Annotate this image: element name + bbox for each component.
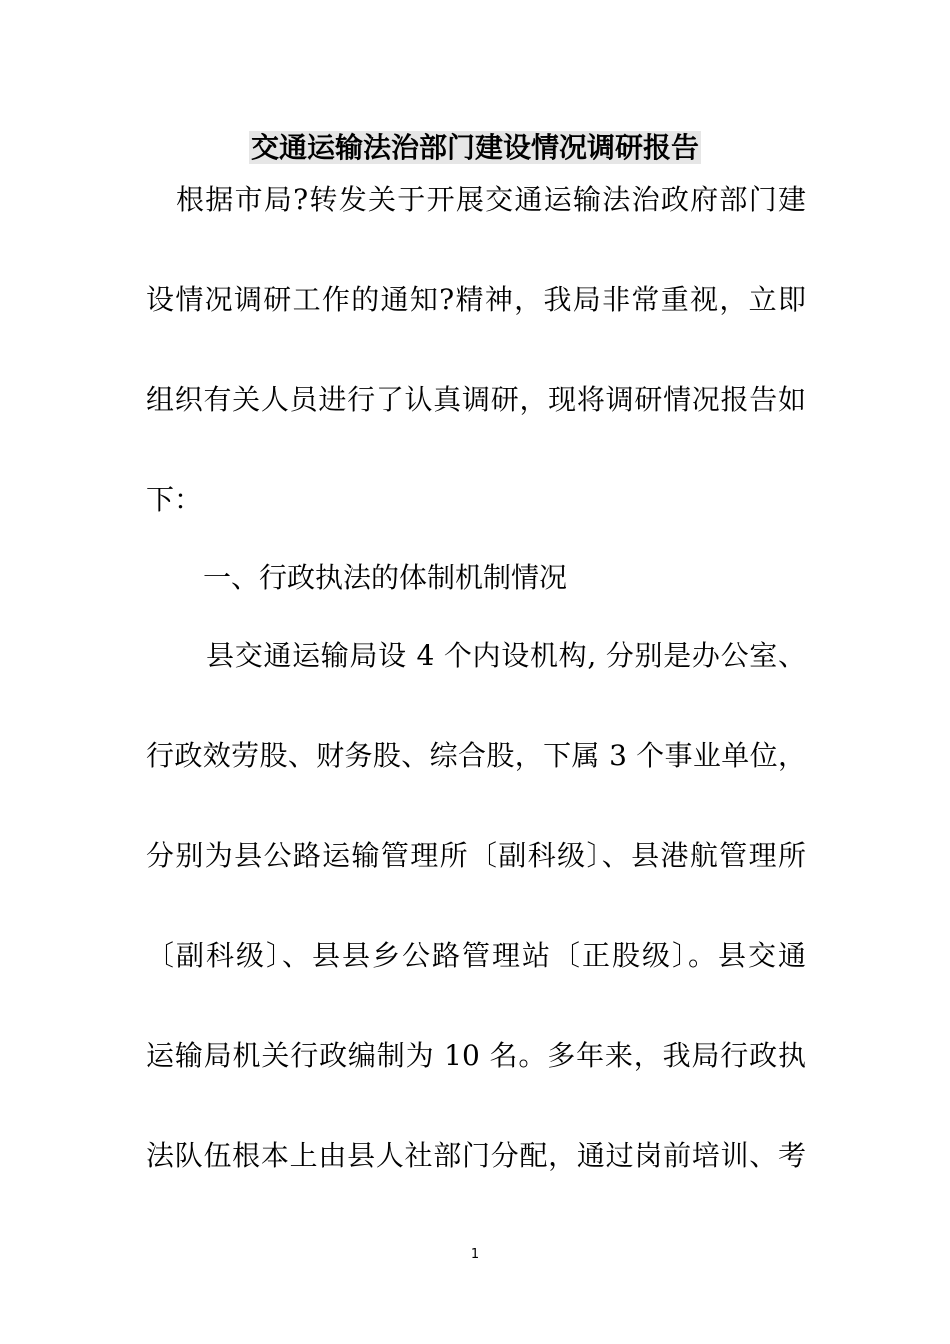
section-heading: 一、行政执法的体制机制情况 [203, 561, 568, 594]
paragraph-line: 设情况调研工作的通知?精神，我局非常重视，立即 [146, 283, 806, 316]
paragraph-line: 〔副科级〕、县县乡公路管理站〔正股级〕。县交通 [146, 939, 806, 972]
paragraph-line: 行政效劳股、财务股、综合股，下属 3 个事业单位， [146, 739, 806, 772]
paragraph-line: 根据市局?转发关于开展交通运输法治政府部门建 [176, 183, 806, 216]
document-title-text: 交通运输法治部门建设情况调研报告 [250, 131, 699, 164]
paragraph-line: 组织有关人员进行了认真调研，现将调研情况报告如 [146, 383, 806, 416]
page-number: 1 [470, 1247, 480, 1262]
paragraph-line: 运输局机关行政编制为 10 名。多年来，我局行政执 [146, 1039, 806, 1072]
paragraph-line: 分别为县公路运输管理所〔副科级〕、县港航管理所 [146, 839, 806, 872]
paragraph-line: 法队伍根本上由县人社部门分配，通过岗前培训、考 [146, 1139, 806, 1172]
document-title [0, 128, 950, 168]
paragraph-line: 下： [146, 483, 203, 516]
paragraph-line: 县交通运输局设 4 个内设机构, 分别是办公室、 [206, 639, 806, 672]
